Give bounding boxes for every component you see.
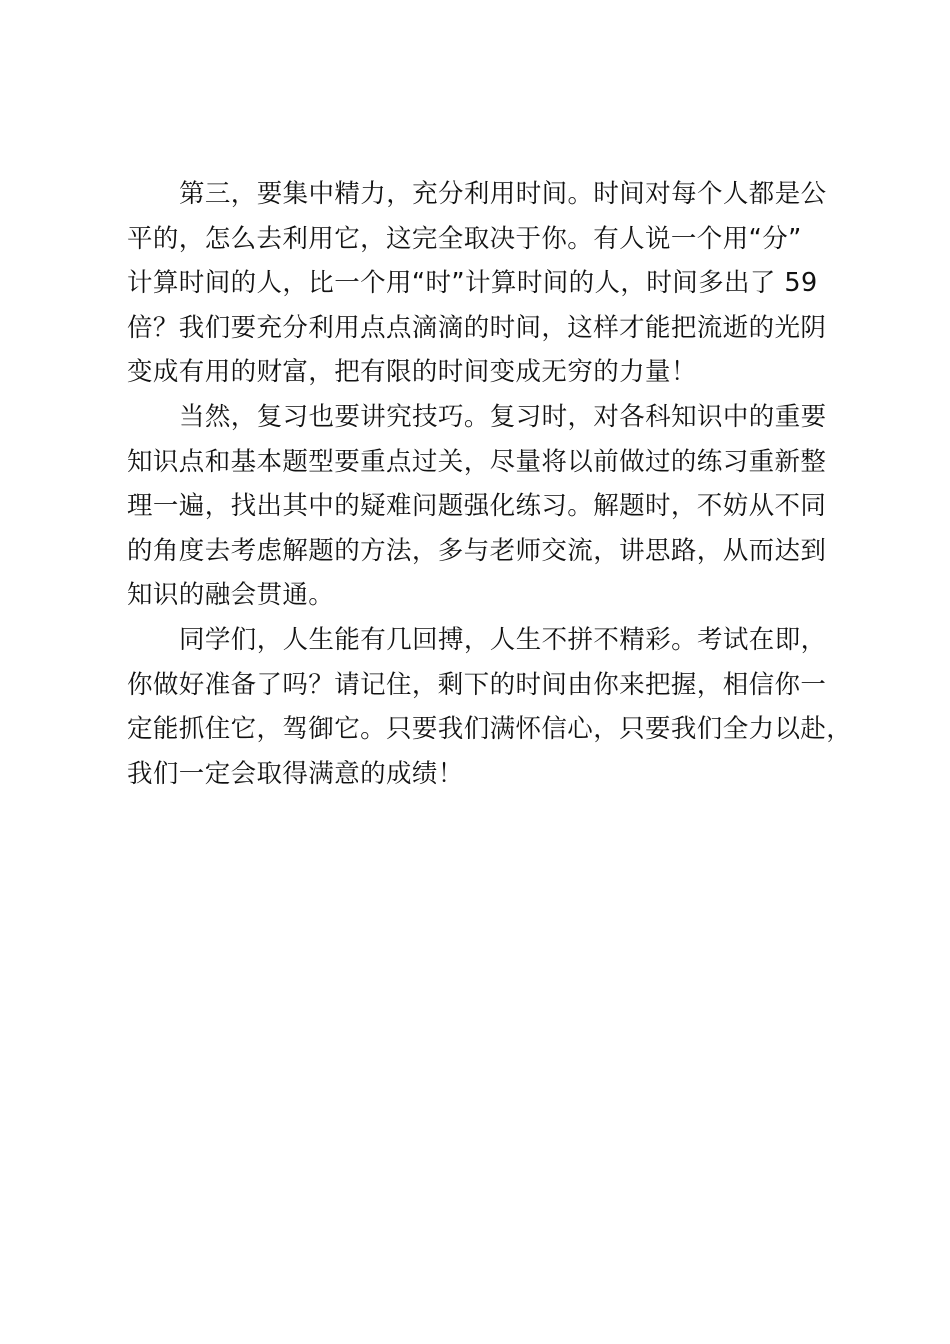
paragraph-line: 你做好准备了吗？请记住，剩下的时间由你来把握，相信你一 [127, 669, 827, 700]
paragraph-line: 同学们，人生能有几回搏，人生不拼不精彩。考试在即， [179, 624, 827, 655]
paragraph-line: 理一遍，找出其中的疑难问题强化练习。解题时，不妨从不同 [127, 491, 827, 522]
paragraph-line: 我们一定会取得满意的成绩！ [127, 758, 464, 789]
paragraph-line: 知识点和基本题型要重点过关，尽量将以前做过的练习重新整 [127, 446, 827, 477]
paragraph-time-management [127, 172, 831, 395]
paragraph-line: 计算时间的人，比一个用“时”计算时间的人，时间多出了 59 [127, 268, 818, 299]
paragraph-line: 的角度去考虑解题的方法，多与老师交流，讲思路，从而达到 [127, 535, 827, 566]
paragraph-line: 第三，要集中精力，充分利用时间。时间对每个人都是公 [179, 179, 827, 209]
paragraph-encouragement [127, 618, 853, 796]
paragraph-line: 平的，怎么去利用它，这完全取决于你。有人说一个用“分” [127, 223, 802, 254]
paragraph-line: 倍？我们要充分利用点点滴滴的时间，这样才能把流逝的光阴 [127, 312, 827, 343]
paragraph-line: 当然，复习也要讲究技巧。复习时，对各科知识中的重要 [179, 401, 827, 432]
paragraph-review-skills [127, 395, 831, 618]
document-body [127, 172, 853, 796]
paragraph-line: 定能抓住它，驾御它。只要我们满怀信心，只要我们全力以赴， [127, 714, 853, 745]
paragraph-line: 知识的融会贯通。 [127, 580, 335, 611]
paragraph-line: 变成有用的财富，把有限的时间变成无穷的力量！ [127, 357, 697, 388]
